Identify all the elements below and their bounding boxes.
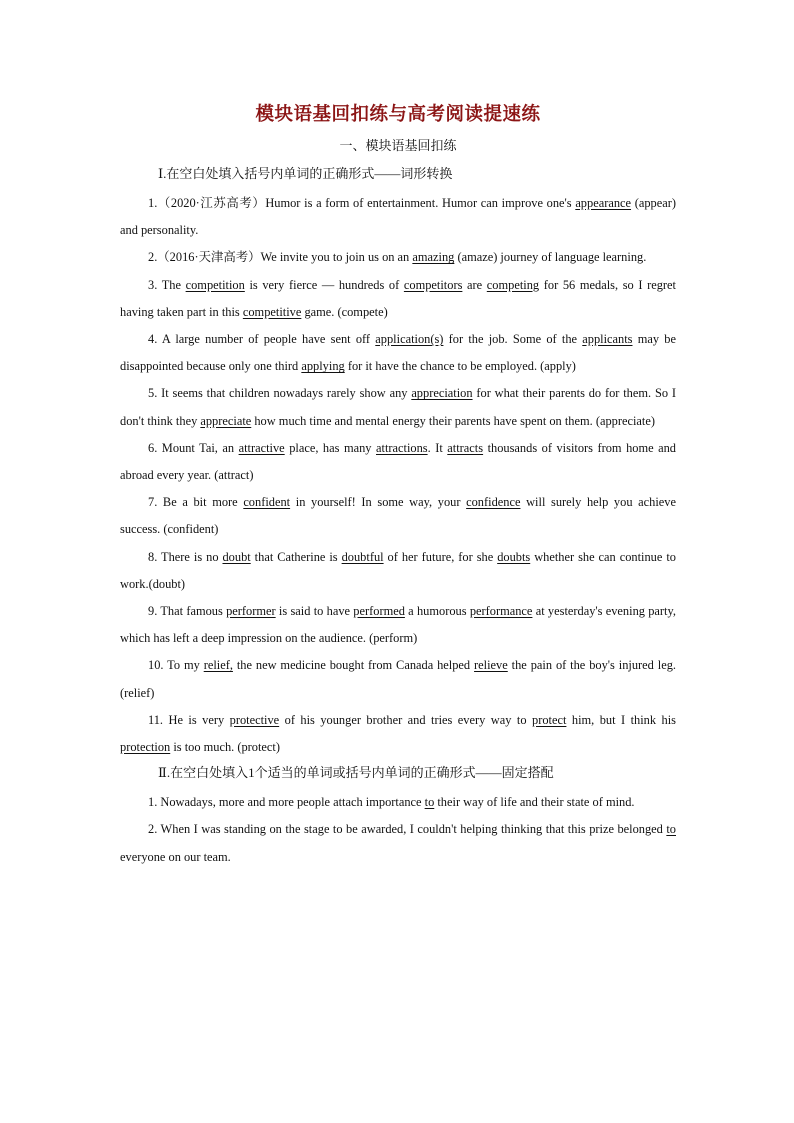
answer-word: confident bbox=[243, 495, 291, 510]
item-text: a humorous bbox=[404, 604, 470, 619]
answer-word: attracts bbox=[447, 440, 484, 455]
answer-word: protect bbox=[532, 712, 567, 727]
item-text: at yesterday's evening party, which has left a deep impression on the audience. (perform) bbox=[120, 604, 676, 646]
answer-word: to bbox=[666, 822, 676, 837]
item-text: 9. That famous bbox=[148, 604, 227, 619]
item-text: 4. A large number of people have sent off bbox=[148, 332, 376, 347]
item-text: 1. Nowadays, more and more people attach importance bbox=[148, 795, 425, 810]
answer-word: competing bbox=[486, 277, 540, 292]
item-text: (appear) and personality. bbox=[120, 196, 676, 238]
page-title: 模块语基回扣练与高考阅读提速练 bbox=[255, 105, 541, 125]
exercise-item bbox=[120, 435, 676, 489]
answer-word: competition bbox=[185, 277, 245, 292]
exercise-item bbox=[120, 544, 676, 598]
exercise-item bbox=[120, 598, 676, 652]
item-text: (amaze) journey of language learning. bbox=[454, 250, 647, 265]
document-page bbox=[120, 102, 676, 871]
part-subtitle: 一、模块语基回扣练 bbox=[339, 138, 457, 153]
answer-word: competitive bbox=[242, 304, 302, 319]
answer-word: protection bbox=[120, 740, 171, 755]
item-text: 10. To my bbox=[148, 658, 204, 673]
item-text: may be disappointed because only one third bbox=[120, 332, 676, 374]
answer-word: attractive bbox=[238, 440, 285, 455]
item-text: game. (compete) bbox=[301, 304, 388, 319]
exercise-item bbox=[120, 190, 676, 244]
answer-word: doubt bbox=[222, 549, 251, 564]
exercise-item bbox=[120, 244, 676, 271]
item-text: 8. There is no bbox=[148, 549, 223, 564]
answer-word: performance bbox=[469, 604, 533, 619]
answer-word: attractions bbox=[376, 440, 428, 455]
item-text: whether she can continue to work.(doubt) bbox=[120, 549, 676, 591]
item-text: how much time and mental energy their parents have spent on them. (appreciate) bbox=[251, 413, 655, 428]
item-text: 6. Mount Tai, an bbox=[148, 440, 239, 455]
answer-word: performer bbox=[226, 604, 276, 619]
answer-word: doubts bbox=[497, 549, 531, 564]
item-text: . It bbox=[427, 440, 448, 455]
item-text: is said to have bbox=[275, 604, 354, 619]
item-text: that Catherine is bbox=[250, 549, 342, 564]
item-text: the pain of the boy's injured leg. (relief) bbox=[120, 658, 676, 700]
exercise-item bbox=[120, 326, 676, 380]
exercise-item bbox=[120, 272, 676, 326]
item-text: for the job. Some of the bbox=[443, 332, 583, 347]
answer-word: relief, bbox=[203, 658, 233, 673]
exercise-item bbox=[120, 789, 676, 816]
answer-word: appreciate bbox=[200, 413, 252, 428]
answer-word: amazing bbox=[412, 250, 455, 265]
section-1-items bbox=[120, 190, 676, 761]
item-text: of his younger brother and tries every way to bbox=[279, 712, 532, 727]
exercise-item bbox=[120, 816, 676, 870]
item-text: everyone on our team. bbox=[120, 849, 231, 864]
item-text: the new medicine bought from Canada helped bbox=[232, 658, 475, 673]
exercise-item bbox=[120, 380, 676, 434]
item-text: will surely help you achieve success. (confident) bbox=[120, 495, 676, 537]
section-2-items bbox=[120, 789, 676, 871]
item-text: him, but I think his bbox=[566, 712, 676, 727]
item-text: 1.（2020·江苏高考）Humor is a form of entertainment. Humor can improve one's bbox=[148, 196, 576, 210]
exercise-item bbox=[120, 707, 676, 761]
item-text: of her future, for she bbox=[383, 549, 498, 564]
item-text: in yourself! In some way, your bbox=[290, 495, 467, 510]
answer-word: to bbox=[424, 795, 435, 810]
item-text: is very fierce — hundreds of bbox=[244, 277, 404, 292]
answer-word: application(s) bbox=[375, 332, 444, 347]
answer-word: doubtful bbox=[341, 549, 384, 564]
item-text: thousands of visitors from home and abroad every year. (attract) bbox=[120, 440, 676, 483]
item-text: 3. The bbox=[148, 277, 186, 292]
item-text: place, has many bbox=[284, 440, 376, 455]
answer-word: appreciation bbox=[411, 386, 473, 401]
item-text: is too much. (protect) bbox=[170, 740, 281, 755]
item-text: 11. He is very bbox=[148, 712, 230, 727]
item-text: 2.（2016·天津高考）We invite you to join us on an bbox=[148, 250, 413, 265]
answer-word: confidence bbox=[466, 495, 521, 510]
item-text: for 56 medals, so I regret having taken part in this bbox=[120, 277, 676, 319]
item-text: 7. Be a bit more bbox=[148, 495, 244, 510]
item-text: for it have the chance to be employed. (apply) bbox=[344, 359, 576, 374]
section-2-heading: Ⅱ.在空白处填入1个适当的单词或括号内单词的正确形式——固定搭配 bbox=[158, 765, 554, 781]
answer-word: relieve bbox=[474, 658, 508, 673]
answer-word: appearance bbox=[575, 196, 632, 210]
exercise-item bbox=[120, 652, 676, 706]
item-text: are bbox=[462, 277, 487, 292]
section-1-heading: Ⅰ.在空白处填入括号内单词的正确形式——词形转换 bbox=[158, 166, 453, 181]
answer-word: performed bbox=[353, 604, 405, 619]
answer-word: applying bbox=[301, 359, 345, 374]
answer-word: competitors bbox=[403, 277, 463, 292]
item-text: 5. It seems that children nowadays rarely show any bbox=[148, 386, 412, 401]
item-text: their way of life and their state of mind. bbox=[434, 795, 635, 810]
answer-word: applicants bbox=[582, 332, 633, 347]
answer-word: protective bbox=[229, 712, 280, 727]
item-text: 2. When I was standing on the stage to be awarded, I couldn't helping thinking that this prize belonged bbox=[148, 822, 667, 837]
exercise-item bbox=[120, 489, 676, 543]
item-text: for what their parents do for them. So I don't think they bbox=[120, 386, 676, 428]
